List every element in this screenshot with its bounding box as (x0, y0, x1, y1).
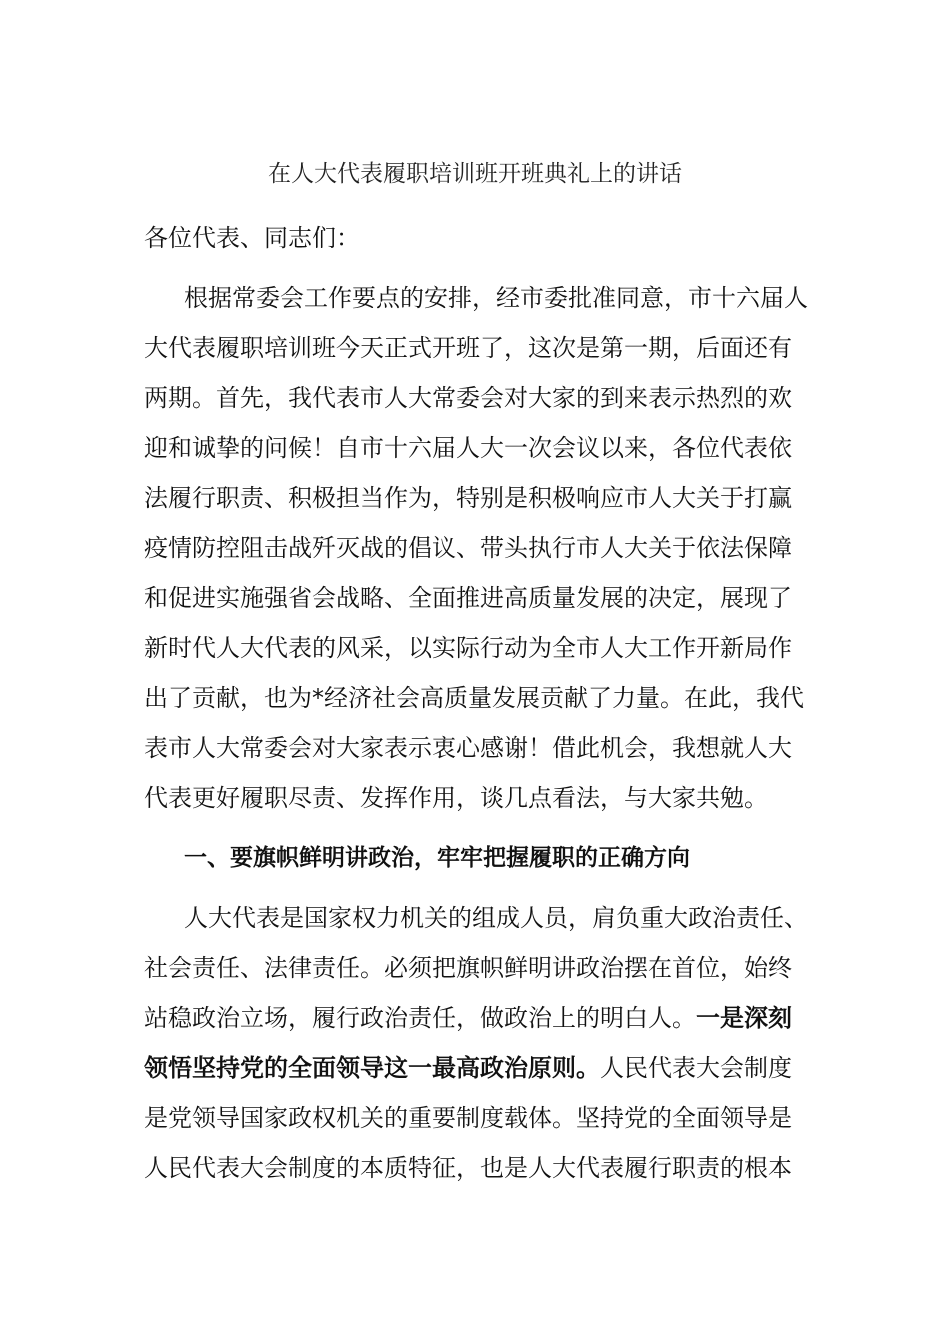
paragraph-line: 大代表履职培训班今天正式开班了，这次是第一期，后面还有 (144, 334, 792, 362)
paragraph-line (144, 1048, 824, 1088)
paragraph-text: 站稳政治立场，履行政治责任，做政治上的明白人。 (144, 1004, 696, 1032)
paragraph-line: 是党领导国家政权机关的重要制度载体。坚持党的全面领导是 (144, 1104, 792, 1132)
paragraph-line (144, 998, 824, 1038)
salutation: 各位代表、同志们： (144, 224, 360, 252)
paragraph-text: 人民代表大会制度 (600, 1054, 792, 1082)
paragraph-line: 出了贡献，也为*经济社会高质量发展贡献了力量。在此，我代 (144, 684, 804, 712)
paragraph-line: 和促进实施强省会战略、全面推进高质量发展的决定，展现了 (144, 584, 792, 612)
paragraph-line: 法履行职责、积极担当作为，特别是积极响应市人大关于打赢 (144, 484, 792, 512)
paragraph-line: 人大代表是国家权力机关的组成人员，肩负重大政治责任、 (184, 904, 808, 932)
document-title: 在人大代表履职培训班开班典礼上的讲话 (268, 161, 682, 187)
emphasis-text: 领悟坚持党的全面领导这一最高政治原则。 (144, 1054, 600, 1082)
paragraph-line: 两期。首先，我代表市人大常委会对大家的到来表示热烈的欢 (144, 384, 792, 412)
section-heading: 一、要旗帜鲜明讲政治，牢牢把握履职的正确方向 (184, 845, 690, 871)
paragraph-line: 代表更好履职尽责、发挥作用，谈几点看法，与大家共勉。 (144, 784, 768, 812)
paragraph-line: 新时代人大代表的风采，以实际行动为全市人大工作开新局作 (144, 634, 792, 662)
paragraph-line: 社会责任、法律责任。必须把旗帜鲜明讲政治摆在首位，始终 (144, 954, 792, 982)
paragraph-line: 根据常委会工作要点的安排，经市委批准同意，市十六届人 (184, 284, 808, 312)
emphasis-text: 一是深刻 (696, 1004, 792, 1032)
paragraph-line: 人民代表大会制度的本质特征，也是人大代表履行职责的根本 (144, 1154, 792, 1182)
paragraph-line: 迎和诚挚的问候！自市十六届人大一次会议以来，各位代表依 (144, 434, 792, 462)
paragraph-line: 表市人大常委会对大家表示衷心感谢！借此机会，我想就人大 (144, 734, 792, 762)
paragraph-line: 疫情防控阻击战歼灭战的倡议、带头执行市人大关于依法保障 (144, 534, 792, 562)
